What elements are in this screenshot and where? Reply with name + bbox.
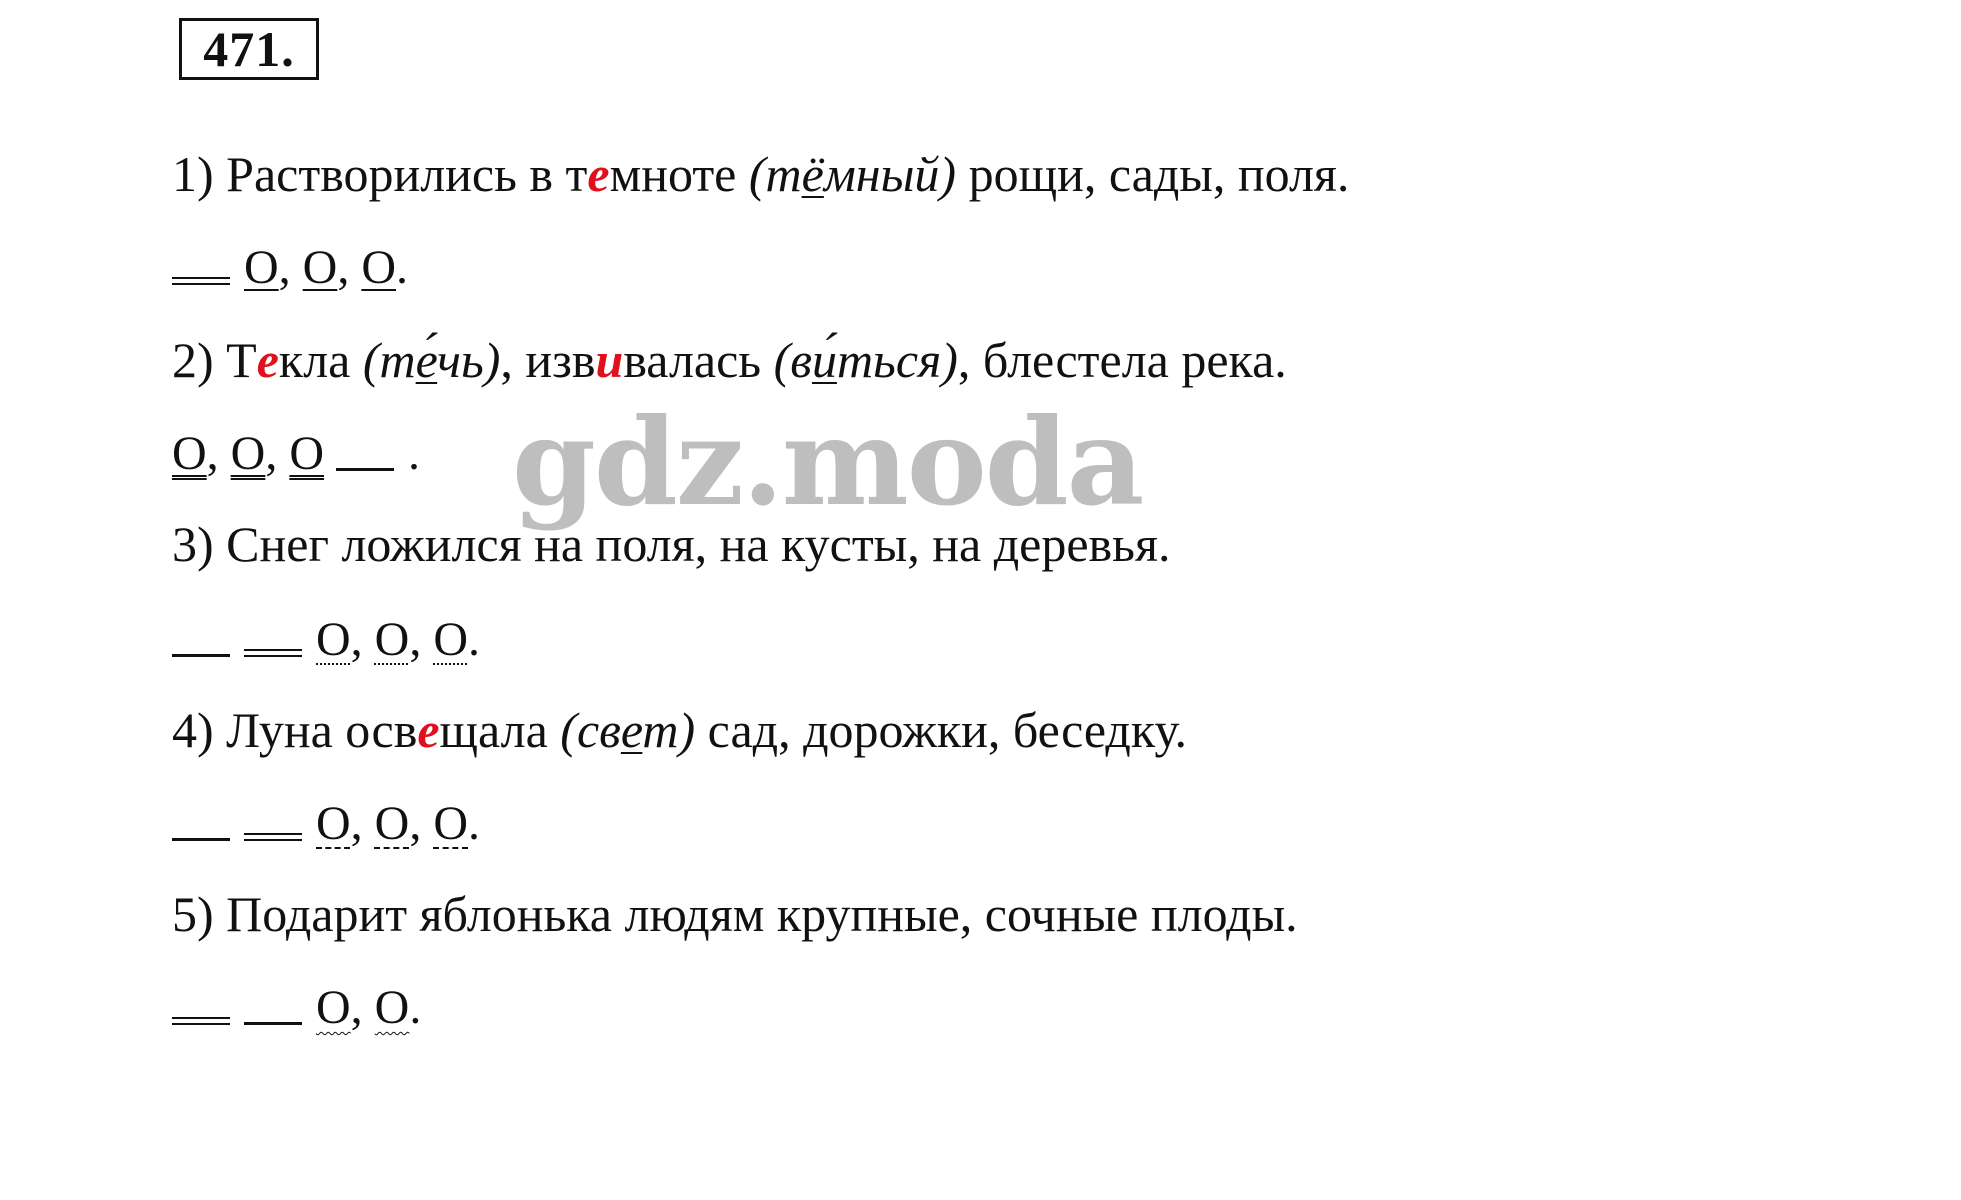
sentence-3: 3) Снег ложился на поля, на кусты, на деревья. (172, 516, 1171, 572)
sentence-2: 2) Текла (те́чь), извивалась (ви́ться), блестела река. (172, 332, 1287, 388)
sentence-1: 1) Растворились в темноте (тёмный) рощи, сады, поля. (172, 146, 1350, 202)
subject-mark (336, 447, 394, 469)
exercise-number: 471. (179, 18, 319, 80)
watermark: gdz.moda (512, 392, 1143, 533)
predicate-mark (172, 261, 230, 283)
scheme-3: О, О, О. (172, 612, 480, 668)
subject-mark (172, 633, 230, 655)
scheme-1: О, О, О. (172, 240, 408, 296)
predicate-mark (244, 817, 302, 839)
subject-mark (172, 817, 230, 839)
scheme-2: О, О, О . (172, 427, 421, 480)
scheme-4: О, О, О. (172, 796, 480, 852)
subject-mark (244, 1001, 302, 1023)
sentence-4: 4) Луна освещала (свет) сад, дорожки, беседку. (172, 702, 1187, 758)
scheme-5: О, О. (172, 980, 421, 1036)
sentence-5: 5) Подарит яблонька людям крупные, сочные плоды. (172, 886, 1298, 942)
predicate-mark (172, 1001, 230, 1023)
predicate-mark (244, 633, 302, 655)
